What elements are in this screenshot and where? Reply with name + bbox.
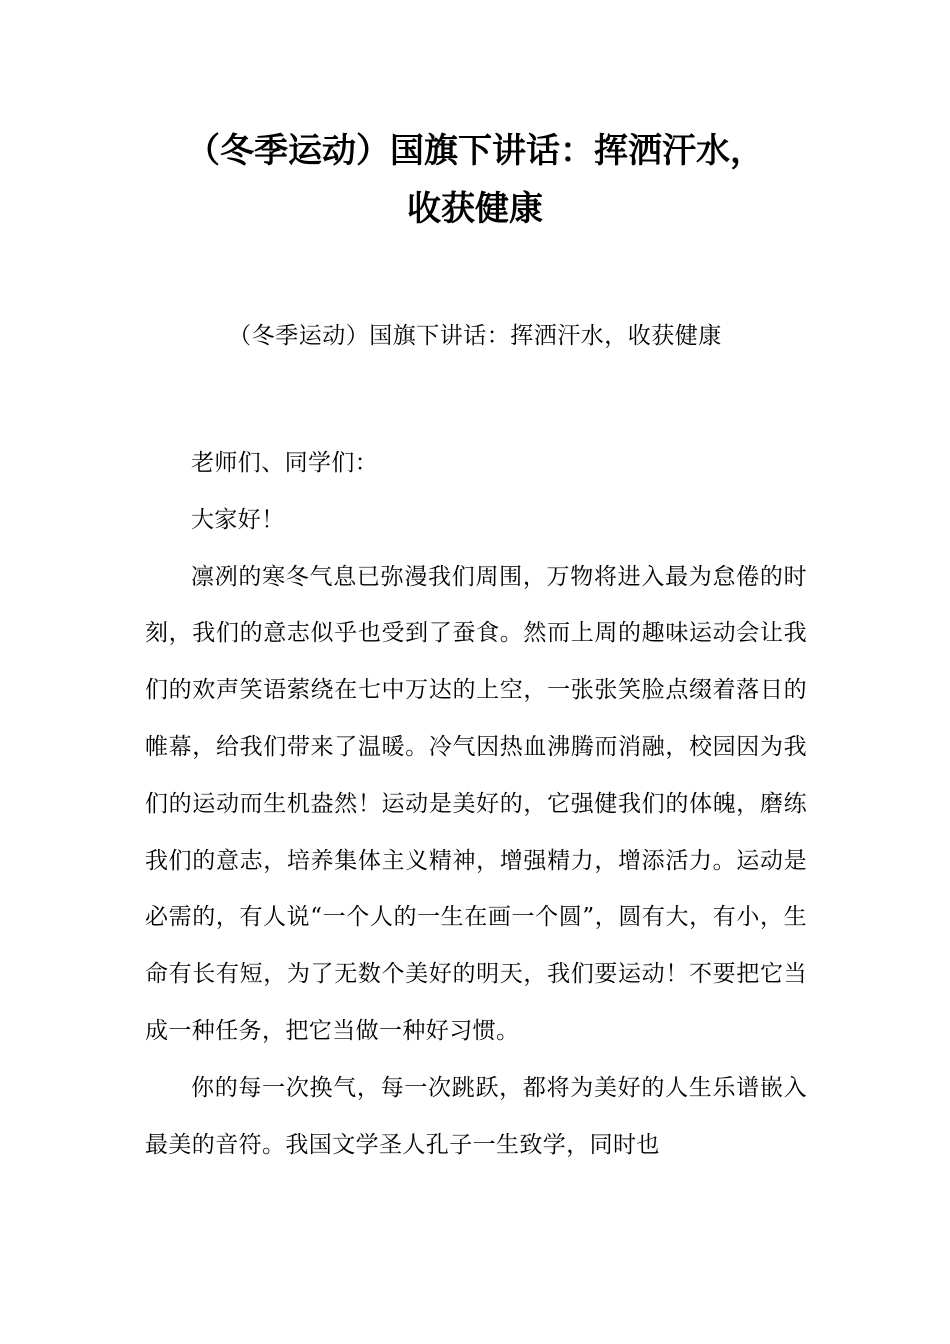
document-subtitle: （冬季运动）国旗下讲话：挥洒汗水，收获健康 <box>228 323 722 349</box>
document-title <box>130 122 820 238</box>
salutation: 老师们、同学们： <box>191 450 379 476</box>
paragraph: 凛冽的寒冬气息已弥漫我们周围，万物将进入最为怠倦的时刻，我们的意志似乎也受到了蚕食。然而上周的趣味运动会让我们的欢声笑语萦绕在七中万达的上空，一张张笑脸点缀着落日的帷幕，给我们带来了温暖。冷气因热血沸腾而消融，校园因为我们的运动而生机盎然！运动是美好的，它强健我们的体魄，磨练我们的意志，培养集体主义精神，增强精力，增添活力。运动是必需的，有人说“一个人的一生在画一个圆”，圆有大，有小，生命有长有短，为了无数个美好的明天，我们要运动！不要把它当成一种任务，把它当做一种好习惯。 <box>145 563 807 1044</box>
title-line-2: 收获健康 <box>407 189 543 229</box>
paragraph: 你的每一次换气，每一次跳跃，都将为美好的人生乐谱嵌入最美的音符。我国文学圣人孔子一生致学，同时也 <box>145 1074 807 1158</box>
greeting: 大家好！ <box>191 506 285 533</box>
document-body <box>145 435 807 1173</box>
title-line-1: （冬季运动）国旗下讲话：挥洒汗水， <box>186 131 764 171</box>
